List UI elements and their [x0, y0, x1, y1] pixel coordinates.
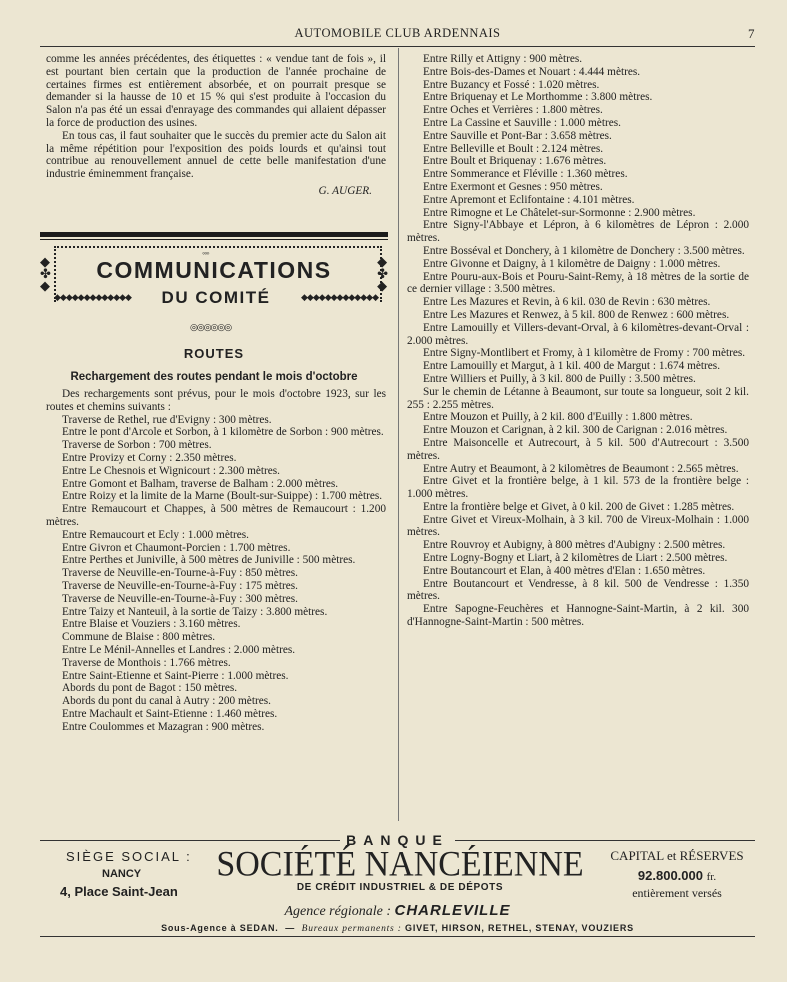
left-road-list [46, 388, 386, 734]
list-item: Entre Gomont et Balham, traverse de Balham : 2.000 mètres. [62, 477, 339, 490]
list-item: Entre Givron et Chaumont-Porcien : 1.700 mètres. [62, 541, 291, 554]
banner-thin-rule [40, 239, 388, 240]
sous-agence-line: Sous-Agence à SEDAN. — Bureaux permanents : GIVET, HIRSON, RETHEL, STENAY, VOUZIERS [161, 923, 634, 934]
subtitle-row [54, 288, 378, 308]
list-item: Des rechargements sont prévus, pour le mois d'octobre 1923, sur les routes et chemins suivants : [46, 388, 386, 413]
list-item: Entre Blaise et Vouziers : 3.160 mètres. [62, 618, 241, 631]
list-item: Entre Sapogne-Feuchères et Hannogne-Saint-Martin, à 2 kil. 300 d'Hannogne-Saint-Martin : 500 mètres. [407, 603, 749, 629]
knot-ornament-icon: ◦◦◦ [202, 248, 209, 258]
circles-ornament-icon: ◎◎◎◎◎◎ [190, 322, 232, 332]
list-item: Entre Apremont et Eclifontaine : 4.101 mètres. [423, 193, 635, 206]
diamond-row-left-icon: ◆◆◆◆◆◆◆◆◆◆◆◆◆ [54, 292, 131, 302]
list-item: Entre Boutancourt et Vendresse, à 8 kil. 500 de Vendresse : 1.350 mètres. [407, 577, 749, 603]
list-item: Entre Provizy et Corny : 2.350 mètres. [62, 451, 237, 464]
list-item: Entre La Cassine et Sauville : 1.000 mètres. [423, 116, 621, 129]
list-item: Entre Boult et Briquenay : 1.676 mètres. [423, 155, 607, 168]
list-item: Entre Les Mazures et Renwez, à 5 kil. 800 de Renwez : 600 mètres. [423, 308, 730, 321]
list-item: Entre Givonne et Daigny, à 1 kilomètre de Daigny : 1.000 mètres. [423, 257, 721, 270]
bureaux-list: GIVET, HIRSON, RETHEL, STENAY, VOUZIERS [405, 923, 634, 933]
siege-social-label: SIÈGE SOCIAL : [66, 849, 192, 864]
ad-bottom-rule [40, 936, 755, 937]
header-rule [40, 46, 755, 47]
intro-paragraph-1: comme les années précédentes, des étiquettes : « vendue tant de fois », il est pourtant bien certain que la production de l'année prochaine de certaines firmes est entièrement absorbée, et on pourrait presque se demander si la hausse de 10 et 15 % qui s'est produite à l'occasion du Salon n'a pas été un essai d'enrayage des commandes qui allaient dépasser la force de production des usines. [46, 53, 386, 129]
list-item: Entre Givet et Vireux-Molhain, à 3 kil. 700 de Vireux-Molhain : 1.000 mètres. [407, 513, 749, 539]
list-item: Entre la frontière belge et Givet, à 0 kil. 200 de Givet : 1.285 mètres. [423, 500, 735, 513]
list-item: Entre Oches et Verrières : 1.800 mètres. [423, 104, 603, 117]
banque-text: BANQUE [340, 832, 455, 848]
capital-amount-value: 92.800.000 [637, 868, 703, 883]
list-item: Entre Le Chesnois et Wignicourt : 2.300 mètres. [62, 464, 281, 477]
sous-agence-city: SEDAN. [239, 923, 279, 933]
list-item: Entre Exermont et Gesnes : 950 mètres. [423, 180, 603, 193]
column-divider [398, 48, 399, 821]
communications-banner [40, 232, 388, 308]
capital-label: CAPITAL et RÉSERVES [610, 848, 744, 863]
list-item: Entre Maisoncelle et Autrecourt, à 5 kil. 500 d'Autrecourt : 3.500 mètres. [407, 436, 749, 462]
siege-city: NANCY [102, 868, 142, 880]
list-item: Entre Rilly et Attigny : 900 mètres. [423, 53, 583, 65]
list-item: Entre Bosséval et Donchery, à 1 kilomètre de Donchery : 3.500 mètres. [423, 244, 745, 257]
list-item: Entre Mouzon et Carignan, à 2 kil. 300 de Carignan : 2.016 mètres. [423, 424, 728, 437]
intro-paragraph-2: En tous cas, il faut souhaiter que le succès du premier acte du Salon ait la même répétition pour l'exposition des poids lourds et qu'ainsi tout contribue au renouvellement annuel de cette belle manifestation d'une industrie éminemment française. [46, 129, 386, 181]
agence-regionale [40, 902, 755, 920]
list-item: Entre Le Ménil-Annelles et Landres : 2.000 mètres. [62, 643, 296, 656]
list-item: Entre Machault et Saint-Etienne : 1.460 mètres. [62, 707, 278, 720]
list-item: Entre Bois-des-Dames et Nouart : 4.444 mètres. [423, 65, 641, 78]
signature: G. AUGER. [318, 184, 372, 197]
list-item: Entre Mouzon et Puilly, à 2 kil. 800 d'Euilly : 1.800 mètres. [423, 411, 693, 424]
sous-agence-label: Sous-Agence à [161, 923, 237, 933]
subsection-heading: Rechargement des routes pendant le mois d'octobre [70, 371, 358, 383]
bank-name: SOCIÉTÉ NANCÉIENNE [216, 845, 584, 884]
section-heading: ROUTES [183, 346, 245, 361]
list-item: Entre Perthes et Juniville, à 500 mètres de Juniville : 500 mètres. [62, 554, 356, 567]
list-item: Entre Sommerance et Fléville : 1.360 mètres. [423, 168, 628, 181]
intro-article [46, 53, 386, 198]
list-item: Entre Briquenay et Le Morthomme : 3.800 mètres. [423, 91, 653, 104]
agence-city: CHARLEVILLE [394, 902, 511, 919]
list-item: Abords du pont du canal à Autry : 200 mètres. [62, 695, 271, 708]
list-item: Entre Autry et Beaumont, à 2 kilomètres de Beaumont : 2.565 mètres. [423, 462, 739, 475]
list-item: Entre Signy-l'Abbaye et Lépron, à 6 kilomètres de Lépron : 2.000 mètres. [407, 219, 749, 245]
header-title: AUTOMOBILE CLUB ARDENNAIS [294, 26, 501, 40]
list-item: Traverse de Neuville-en-Tourne-à-Fuy : 300 mètres. [62, 592, 298, 605]
bureaux-label: Bureaux permanents : [301, 924, 402, 934]
banner-bar [40, 232, 388, 237]
bank-advertisement [40, 832, 755, 942]
list-item: Entre Pouru-aux-Bois et Pouru-Saint-Remy, à 18 mètres de la sortie de ce dernier village : 3.500 mètres. [407, 270, 749, 296]
right-road-list [407, 53, 749, 629]
list-item: Entre Remaucourt et Ecly : 1.000 mètres. [62, 528, 249, 541]
list-item: Entre Williers et Puilly, à 3 kil. 800 de Puilly : 3.500 mètres. [423, 372, 696, 385]
capital-amount [592, 868, 762, 883]
list-item: Traverse de Monthois : 1.766 mètres. [62, 656, 231, 669]
list-item: Commune de Blaise : 800 mètres. [62, 631, 216, 644]
running-header [40, 26, 755, 44]
list-item: Entre Sauville et Pont-Bar : 3.658 mètres. [423, 129, 612, 142]
capital-unit: fr. [706, 871, 717, 883]
list-item: Entre Lamouilly et Margut, à 1 kil. 400 de Margut : 1.674 mètres. [423, 360, 721, 373]
list-item: Entre Buzancy et Fossé : 1.020 mètres. [423, 78, 600, 91]
right-ornament-icon: ◆ ✤ ◆ [377, 254, 388, 293]
list-item: Entre Les Mazures et Revin, à 6 kil. 030 de Revin : 630 mètres. [423, 296, 711, 309]
diamond-row-right-icon: ◆◆◆◆◆◆◆◆◆◆◆◆◆ [301, 292, 378, 302]
list-item: Entre Logny-Bogny et Liart, à 2 kilomètres de Liart : 2.500 mètres. [423, 552, 728, 565]
bank-tagline: DE CRÉDIT INDUSTRIEL & DE DÉPOTS [296, 882, 504, 893]
list-item: Traverse de Sorbon : 700 mètres. [62, 439, 212, 452]
capital-note: entièrement versés [632, 886, 722, 900]
communications-title: COMMUNICATIONS [96, 257, 332, 283]
list-item: Traverse de Rethel, rue d'Evigny : 300 mètres. [62, 413, 272, 426]
list-item: Traverse de Neuville-en-Tourne-à-Fuy : 850 mètres. [62, 567, 298, 580]
page-number: 7 [748, 26, 755, 41]
list-item: Entre Boutancourt et Elan, à 400 mètres d'Elan : 1.650 mètres. [423, 564, 706, 577]
list-item: Abords du pont de Bagot : 150 mètres. [62, 682, 238, 695]
list-item: Traverse de Neuville-en-Tourne-à-Fuy : 175 mètres. [62, 579, 298, 592]
list-item: Entre Coulommes et Mazagran : 900 mètres. [62, 720, 265, 733]
list-item: Entre Givet et la frontière belge, à 1 kil. 573 de la frontière belge : 1.000 mètres. [407, 475, 749, 501]
list-item: Entre Taizy et Nanteuil, à la sortie de Taizy : 3.800 mètres. [62, 605, 328, 618]
list-item: Entre Saint-Etienne et Saint-Pierre : 1.000 mètres. [62, 669, 289, 682]
list-item: Entre Signy-Montlibert et Fromy, à 1 kilomètre de Fromy : 700 mètres. [423, 347, 746, 360]
left-ornament-icon: ◆ ✤ ◆ [40, 254, 51, 293]
list-item: Entre le pont d'Arcole et Sorbon, à 1 kilomètre de Sorbon : 900 mètres. [62, 426, 384, 439]
siege-address: 4, Place Saint-Jean [60, 884, 178, 899]
list-item: Entre Lamouilly et Villers-devant-Orval, à 6 kilomètres-devant-Orval : 2.000 mètres. [407, 321, 749, 347]
list-item: Entre Belleville et Boult : 2.124 mètres. [423, 142, 604, 155]
list-item: Entre Rouvroy et Aubigny, à 800 mètres d'Aubigny : 2.500 mètres. [423, 539, 726, 552]
communications-subtitle: DU COMITÉ [161, 288, 271, 307]
list-item: Sur le chemin de Létanne à Beaumont, sur toute sa longueur, soit 2 kil. 255 : 2.255 mètres. [407, 385, 749, 411]
agence-label: Agence régionale : [284, 904, 391, 919]
list-item: Entre Roizy et la limite de la Marne (Boult-sur-Suippe) : 1.700 mètres. [62, 490, 383, 503]
list-item: Entre Rimogne et Le Châtelet-sur-Sormonne : 2.900 mètres. [423, 206, 696, 219]
list-item: Entre Remaucourt et Chappes, à 500 mètres de Remaucourt : 1.200 mètres. [46, 503, 386, 528]
